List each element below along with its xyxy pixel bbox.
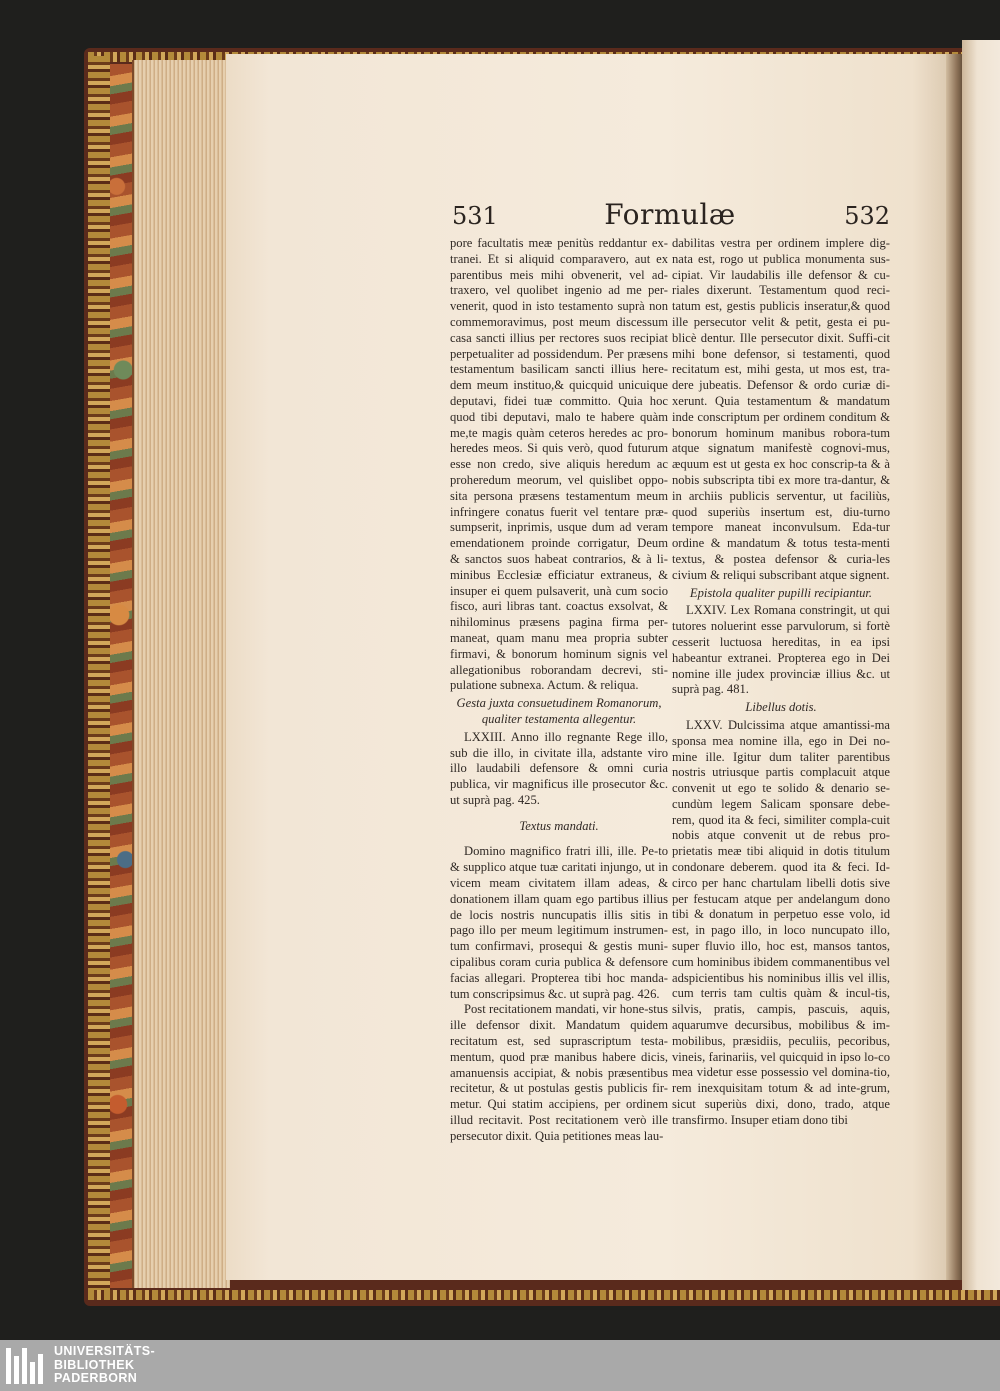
library-name: [54, 1345, 155, 1386]
page-edges: [132, 60, 230, 1288]
section-heading: Libellus dotis.: [745, 700, 817, 715]
marbled-endpaper: [110, 64, 132, 1288]
right-page-edge: [962, 40, 1000, 1290]
text-column-left: [450, 236, 668, 1145]
gilt-border-bottom: [88, 1290, 1000, 1300]
section-heading: Gesta juxta consuetudinem Romanorum, qualiter testamenta allegentur.: [456, 696, 662, 726]
paragraph: pore facultatis meæ penitùs reddantur ex-tranei. Et si aliquid comparavero, aut ex parentibus meis mihi obvenerit, vel ad-traxero, vel quolibet ingenio ad me per-venerit, quod in isto testamento suprà non commemoravimus, post meum discessum casa sancti illius per rectores suos recipiat perpetualiter ad possidendum. Per præsens testamentum basilicam sancti illius here-dem meum instituo,& quicquid unicuique deputavi, fidei tuæ committo. Quia hoc quod tibi deputavi, malo te habere quàm me,te magis quàm ceteros heredes ac pro-heredes meos. Si quis verò, quod futurum esse non credo, sive aliquis heredum ac proheredum meorum, vel quislibet oppo-sita persona præsens testamentum meum infringere conatus fuerit vel tentare præ-sumpserit, inprimis, usque dum ad veram emendationem proinde corrigatur, Deum & sanctos suos habeat contrarios, & à li-minibus Ecclesiæ efficiatur extraneus, & insuper ei quem pulsaverit, unà cum socio fisco, auri libras tant. coactus exsolvat, & nihilominus præsens pagina firma per-maneat, quam manu mea propria subter firmavi, & bonorum hominum signis vel allegationibus roborandam decrevi, sti-pulatione subnexa. Actum. & reliqua.: [450, 236, 668, 693]
paragraph: dabilitas vestra per ordinem implere dig-nata est, rogo ut publica monumenta sus-cipiat. Vir laudabilis ille defensor & cu-riales dixerunt. Testamentum quod reci-tatum est, gestis publicis inseratur,& quod ille persecutor velit & petit, gesta ei pu-blicè dentur. Ille persecutor dixit. Suffi-cit mihi bone defensor, si testamenti, quod recitatum est, mihi gesta, ut mos est, tra-dere jubeatis. Defensor & ordo curiæ di-xerunt. Quia testamentum & mandatum inde conscriptum per ordinem conditum & bonorum hominum manibus robora-tum atque signatum manifestè cognovi-mus, æquum est ut gesta ex hoc conscrip-ta & à nobis subscripta tibi ex more tra-dantur, & in archiis publicis serventur, ut faciliùs, quod superiùs insertum est, diu-turno tempore maneat inconvulsum. Eda-tur ordine & mandatum & totus testa-menti textus, & postea defensor & curia-les civium & reliqui subscribant atque signent.: [672, 236, 890, 582]
paragraph: LXXIV. Lex Romana constringit, ut qui tutores noluerint esse parvulorum, si fortè cesserit luctuosa hereditas, in ea ipsi habeantur extranei. Propterea ego in Dei nomine ille judex provinciæ illius &c. ut suprà pag. 481.: [672, 603, 890, 697]
gilt-border-left: [88, 56, 110, 1298]
page-number-right: 532: [844, 202, 890, 230]
library-name-line: BIBLIOTHEK: [54, 1357, 135, 1372]
library-logo-icon: [6, 1348, 50, 1384]
running-title: Formulæ: [604, 198, 736, 231]
library-name-line: UNIVERSITÄTS-: [54, 1344, 156, 1358]
page-number-left: 531: [452, 202, 498, 230]
library-name-line: PADERBORN: [54, 1371, 138, 1385]
section-heading: Textus mandati.: [519, 818, 599, 833]
text-column-right: [672, 236, 890, 1129]
section-heading: Epistola qualiter pupilli recipiantur.: [689, 585, 873, 600]
paragraph: LXXV. Dulcissima atque amantissi-ma sponsa mea nomine illa, ego in Dei no-mine ille. Igitur dum taliter parentibus nostris utriusque partis complacuit atque convenit ut ego te solido & denario se-cundùm legem Salicam sponsare debe-rem, quod ita & feci, similiter compla-cuit nobis atque convenit ut de rebus pro-prietatis meæ tibi aliquid in dotis titulum condonare deberem. quod ita & feci. Id-circo per hanc chartulam libelli dotis sive per festucam atque per andelangum dono tibi & donatum in perpetuo esse volo, id est, in pago illo, in loco nuncupato illo, super fluvio illo, hoc est, mansos tantos, cum hominibus ibidem commanentibus vel adspicientibus his nominibus illis vel illis, cum terris tam cultis quàm & incul-tis, silvis, pratis, campis, pascuis, aquis, aquarumve decursibus, mobilibus & im-mobilibus, præsidiis, peculiis, pecoribus, vineis, farinariis, vel quicquid in ipso lo-co mea videtur esse possessio vel domina-tio, rem inexquisitam totum & ad inte-grum, sicut superiùs dixi, dono, trado, atque transfirmo. Insuper etiam dono tibi: [672, 717, 890, 1127]
paragraph: Post recitationem mandati, vir hone-stus ille defensor dixit. Mandatum quidem recitatum est, sed suprascriptum testa-mentum, quod præ manibus habere dicis, amanuensis accipiat, & nobis præsentibus recitetur, & ut postulas gestis publicis fir-metur. Qui statim accipiens, per ordinem illud recitavit. Post recitationem verò ille persecutor dixit. Quia petitiones meas lau-: [450, 1002, 668, 1143]
paragraph: LXXIII. Anno illo regnante Rege illo, sub die illo, in civitate illa, adstante viro illo laudabili defensore & omni curia publica, vir magnificus ille prosecutor &c. ut suprà pag. 425.: [450, 729, 668, 807]
page-header: [450, 198, 890, 238]
paragraph: Domino magnifico fratri illi, ille. Pe-to & supplico atque tuæ caritati injungo, ut in vicem meam civitatem illam adeas, & donationem illam quam ego partibus illius de locis nostris nuncupatis illis sitis in pago illo per meum legitimum instrumen-tum confirmavi, prosequi & gestis muni-cipalibus coram curia publica & defensore facias allegari. Propterea tibi hoc manda-tum conscripsimus &c. ut suprà pag. 426.: [450, 844, 668, 1001]
